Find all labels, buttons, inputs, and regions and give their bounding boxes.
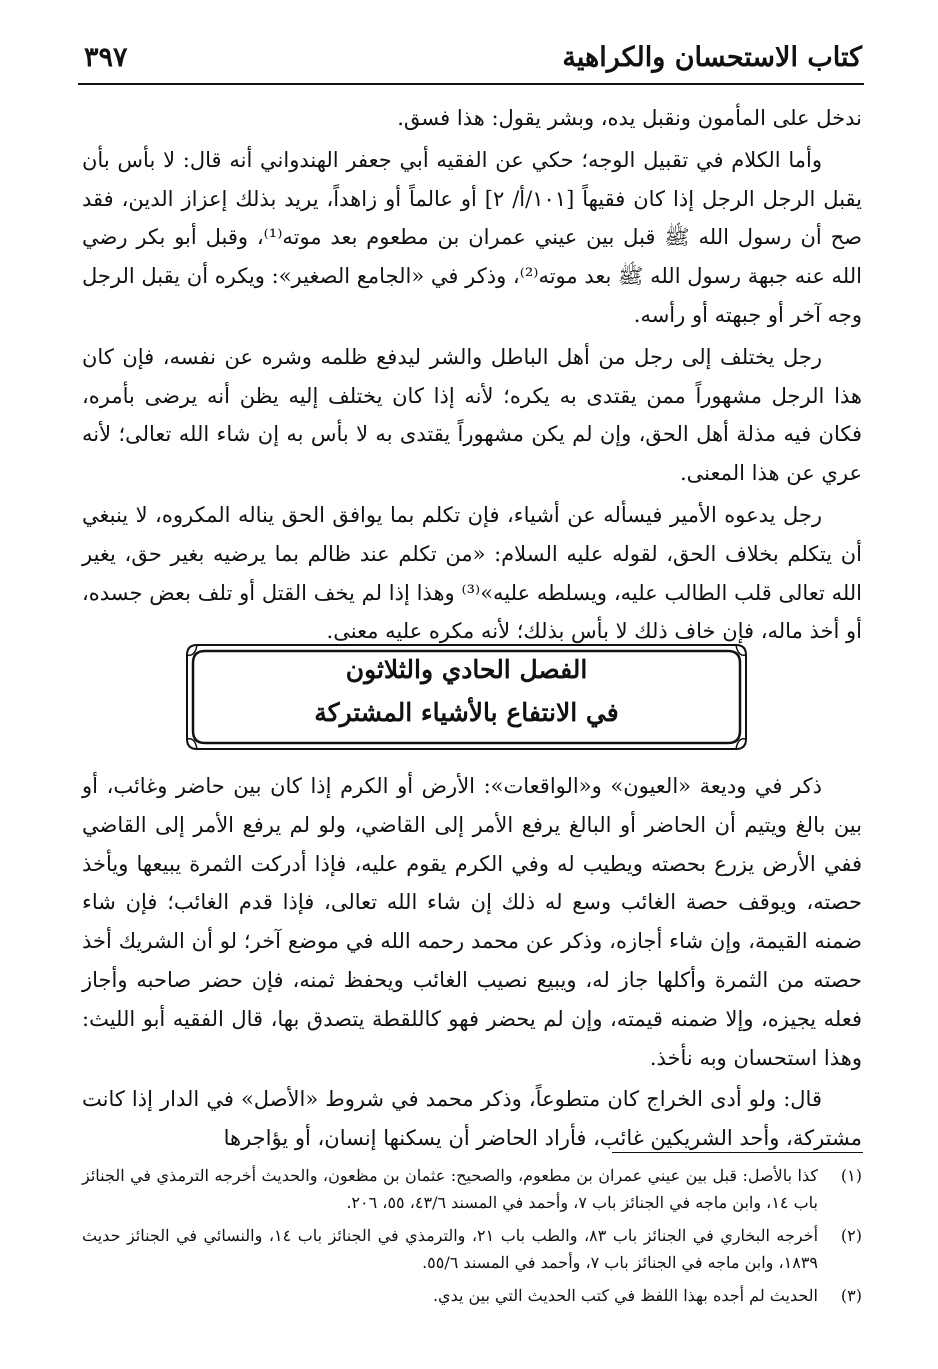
running-title: كتاب الاستحسان والكراهية xyxy=(562,42,862,73)
page-header xyxy=(82,38,862,82)
page-number: ٣٩٧ xyxy=(84,42,128,73)
body-text-bottom xyxy=(82,767,862,1158)
footnote-text: كذا بالأصل: قبل بين عيني عمران بن مطعوم، والصحيح: عثمان بن مظعون، والحديث أخرجه الترمذي في الجنائز باب ١٤، وابن ماجه في الجنائز باب ٧، وأحمد في المسند ٤٣/٦، ٥٥، ٢٠٦. xyxy=(82,1166,818,1212)
chapter-title: في الانتفاع بالأشياء المشتركة xyxy=(314,698,619,727)
body-text-top xyxy=(82,99,862,651)
footnote xyxy=(82,1282,862,1309)
paragraph: ندخل على المأمون ونقبل يده، وبشر يقول: هذا فسق. xyxy=(397,106,862,130)
header-rule xyxy=(78,83,864,85)
paragraph: قال: ولو أدى الخراج كان متطوعاً، وذكر محمد في شروط «الأصل» في الدار إذا كانت مشتركة، وأحد الشريكين غائب، فأراد الحاضر أن يسكنها إنسان، أو يؤاجرها xyxy=(82,1087,862,1151)
footnote xyxy=(82,1222,862,1276)
paragraph: ذكر في وديعة «العيون» و«الواقعات»: الأرض أو الكرم إذا كان بين حاضر وغائب، أو بين بالغ ويتيم أن الحاضر أو البالغ يرفع الأمر إلى القاضي، ولو لم يرفع الأمر إلى القاضي ففي الأرض يزرع بحصته ويطيب له وفي الكرم يقوم عليه، فإذا أدركت الثمرة يبيعها ويأخذ حصته، ويوقف حصة الغائب وسع له ذلك إن شاء الله تعالى، فإذا قدم الغائب؛ فإن شاء ضمنه القيمة، وإن شاء أجازه، وذكر عن محمد رحمه الله في موضع آخر؛ لو أن الشريك أخذ حصته من الثمرة وأكلها جاز له، ويبيع نصيب الغائب ويحفظ ثمنه، فإن حضر صاحبه وأجاز فعله يجيزه، وإلا ضمنه قيمته، وإن لم يحضر فهو كاللقطة يتصدق بها، قال الفقيه أبو الليث: وهذا استحسان وبه نأخذ. xyxy=(82,774,862,1070)
footnote-text: الحديث لم أجده بهذا اللفظ في كتب الحديث التي بين يدي. xyxy=(432,1286,818,1305)
footnote-number: (٣) xyxy=(840,1286,862,1305)
footnote-number: (١) xyxy=(840,1166,862,1185)
paragraph: رجل يختلف إلى رجل من أهل الباطل والشر ليدفع ظلمه وشره عن نفسه، فإن كان هذا الرجل مشهوراً ممن يقتدى به يكره؛ لأنه إذا كان يختلف إليه يظن أنه يرضى بأمره، فكان فيه مذلة أهل الحق، وإن لم يكن مشهوراً يقتدى به لا بأس به إن شاء الله تعالى؛ لأنه عري عن هذا المعنى. xyxy=(82,344,862,486)
paragraph: رجل يدعوه الأمير فيسأله عن أشياء، فإن تكلم بما يوافق الحق يناله المكروه، لا ينبغي أن يتكلم بخلاف الحق، لقوله عليه السلام: «من تكلم عند ظالم بما يرضيه بغير حق، يغير الله تعالى قلب الطالب عليه، ويسلطه عليه»⁽³⁾ وهذا إذا لم يخف القتل أو تلف بعض جسده، أو أخذ ماله، فإن خاف ذلك لا بأس بذلك؛ لأنه مكره عليه معنى. xyxy=(82,502,863,644)
footnote-separator xyxy=(612,1152,863,1153)
chapter-number: الفصل الحادي والثلاثون xyxy=(345,655,588,684)
paragraph: وأما الكلام في تقبيل الوجه؛ حكي عن الفقيه أبي جعفر الهندواني أنه قال: لا بأس بأن يقبل الرجل الرجل إذا كان فقيهاً [١٠١/أ/ ٢] أو عالماً أو زاهداً، يريد بذلك إعزاز الدين، فقد صح أن رسول الله ﷺ قبل بين عيني عمران بن مطعوم بعد موته⁽¹⁾، وقبل أبو بكر رضي الله عنه جبهة رسول الله ﷺ بعد موته⁽²⁾، وذكر في «الجامع الصغير»: ويكره أن يقبل الرجل وجه آخر أو جبهته أو رأسه. xyxy=(82,147,862,327)
footnote-number: (٢) xyxy=(840,1226,862,1245)
footnote-text: أخرجه البخاري في الجنائز باب ٨٣، والطب باب ٢١، والترمذي في الجنائز باب ١٤، والنسائي في الجنائز حديث ١٨٣٩، وابن ماجه في الجنائز باب ٧، وأحمد في المسند ٥٥/٦. xyxy=(82,1226,819,1272)
footnote xyxy=(82,1162,862,1216)
footnotes xyxy=(82,1162,862,1315)
chapter-heading-box xyxy=(183,641,750,753)
